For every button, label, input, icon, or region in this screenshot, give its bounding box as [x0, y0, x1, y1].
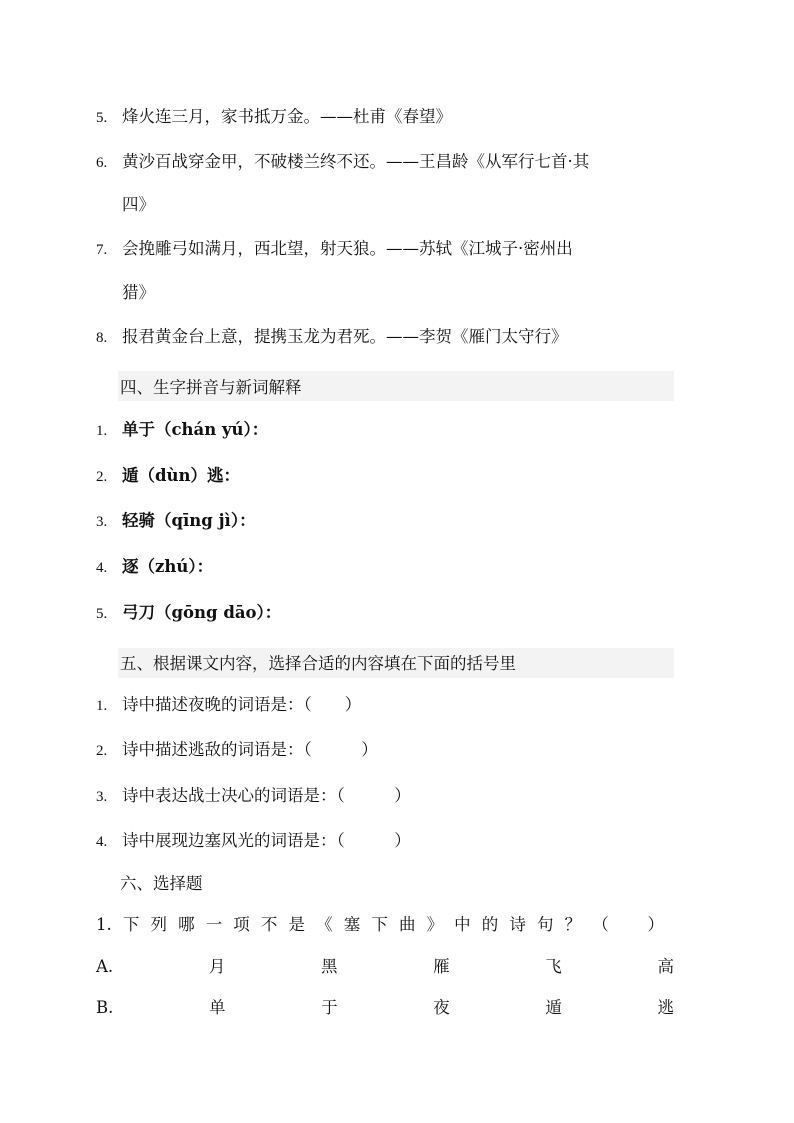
vocab-item-5	[96, 602, 676, 625]
question-char: 哪	[178, 915, 195, 934]
quote-text-continued: 猎》	[122, 283, 155, 302]
item-number: 4.	[96, 560, 108, 576]
question-char: 句	[537, 915, 554, 934]
question-char: 》	[426, 915, 444, 934]
question-char: 中	[454, 915, 471, 934]
section-4-title: 四、生字拼音与新词解释	[120, 378, 302, 397]
question-char: ）	[647, 915, 664, 934]
quote-text-continued: 四》	[122, 195, 155, 214]
item-number: 1.	[96, 423, 108, 439]
option-char: 雁	[433, 957, 450, 976]
vocab-text: 单于（chán yú）：	[122, 420, 269, 439]
fill-text: 诗中描述夜晚的词语是：（ ）	[122, 695, 362, 714]
quote-text: 烽火连三月，家书抵万金。——杜甫《春望》	[122, 107, 452, 126]
question-char: 下	[122, 915, 140, 934]
fill-item-3	[96, 785, 676, 808]
choice-option-a	[96, 956, 674, 978]
fill-item-1	[96, 694, 676, 717]
question-char: 诗	[509, 915, 526, 934]
question-char: 《	[316, 915, 333, 934]
item-number: 8.	[96, 330, 108, 346]
item-number: 1.	[96, 698, 108, 714]
option-char: 夜	[433, 998, 450, 1017]
option-char: 单	[209, 998, 226, 1017]
item-number: 1.	[96, 915, 112, 934]
fill-item-4	[96, 830, 676, 853]
question-char: 曲	[398, 915, 416, 934]
vocab-item-1	[96, 419, 676, 442]
question-char: 一	[205, 915, 223, 934]
item-number: 2.	[96, 743, 108, 759]
fill-text: 诗中展现边塞风光的词语是：（ ）	[122, 831, 411, 850]
option-char: 黑	[320, 957, 338, 976]
option-char: 遁	[545, 998, 562, 1017]
vocab-text: 弓刀（gōng dāo）：	[122, 603, 282, 622]
option-char: 高	[657, 957, 674, 976]
vocab-item-4	[96, 556, 676, 579]
quote-item-6	[96, 151, 676, 174]
fill-text: 诗中描述逃敌的词语是：（ ）	[122, 740, 378, 759]
choice-question-1	[96, 914, 664, 936]
item-number: 4.	[96, 834, 108, 850]
option-char: 飞	[545, 957, 562, 976]
item-number: 3.	[96, 789, 108, 805]
option-char: 月	[208, 957, 226, 976]
fill-text: 诗中表达战士决心的词语是：（ ）	[122, 786, 411, 805]
vocab-text: 逐（zhú）：	[122, 557, 214, 576]
quote-item-7	[96, 238, 676, 261]
option-label: A.	[96, 957, 114, 976]
item-number: 5.	[96, 110, 108, 126]
question-char	[620, 914, 637, 936]
item-number: 5.	[96, 606, 108, 622]
item-number: 3.	[96, 514, 108, 530]
item-number: 7.	[96, 242, 108, 258]
choice-option-b	[96, 997, 674, 1019]
option-char: 于	[321, 998, 338, 1017]
vocab-item-2	[96, 465, 676, 488]
quote-item-6-continued	[122, 194, 676, 216]
quote-item-7-continued	[122, 282, 676, 304]
item-number: 6.	[96, 155, 108, 171]
section-5-title: 五、根据课文内容，选择合适的内容填在下面的括号里	[120, 654, 516, 673]
question-char: 下	[371, 915, 388, 934]
quote-text: 会挽雕弓如满月，西北望，射天狼。——苏轼《江城子·密州出	[122, 239, 573, 258]
item-number: 2.	[96, 469, 108, 485]
section-6-title: 六、选择题	[120, 874, 203, 893]
quote-item-8	[96, 326, 676, 349]
question-char: 是	[288, 915, 306, 934]
question-char: ？	[564, 915, 582, 934]
question-char: 塞	[343, 915, 361, 934]
option-label: B.	[96, 998, 114, 1017]
option-char: 逃	[657, 998, 674, 1017]
question-char: （	[592, 915, 609, 934]
quote-text: 黄沙百战穿金甲，不破楼兰终不还。——王昌龄《从军行七首·其	[122, 152, 590, 171]
vocab-text: 遁（dùn）逃：	[122, 466, 241, 485]
question-char: 列	[150, 915, 167, 934]
question-char: 的	[481, 915, 499, 934]
quote-text: 报君黄金台上意，提携玉龙为君死。——李贺《雁门太守行》	[122, 327, 568, 346]
question-char: 项	[233, 915, 250, 934]
vocab-text: 轻骑（qīng jì）：	[122, 511, 256, 530]
question-char: 不	[260, 915, 278, 934]
fill-item-2	[96, 739, 676, 762]
vocab-item-3	[96, 510, 676, 533]
quote-item-5	[96, 106, 676, 129]
